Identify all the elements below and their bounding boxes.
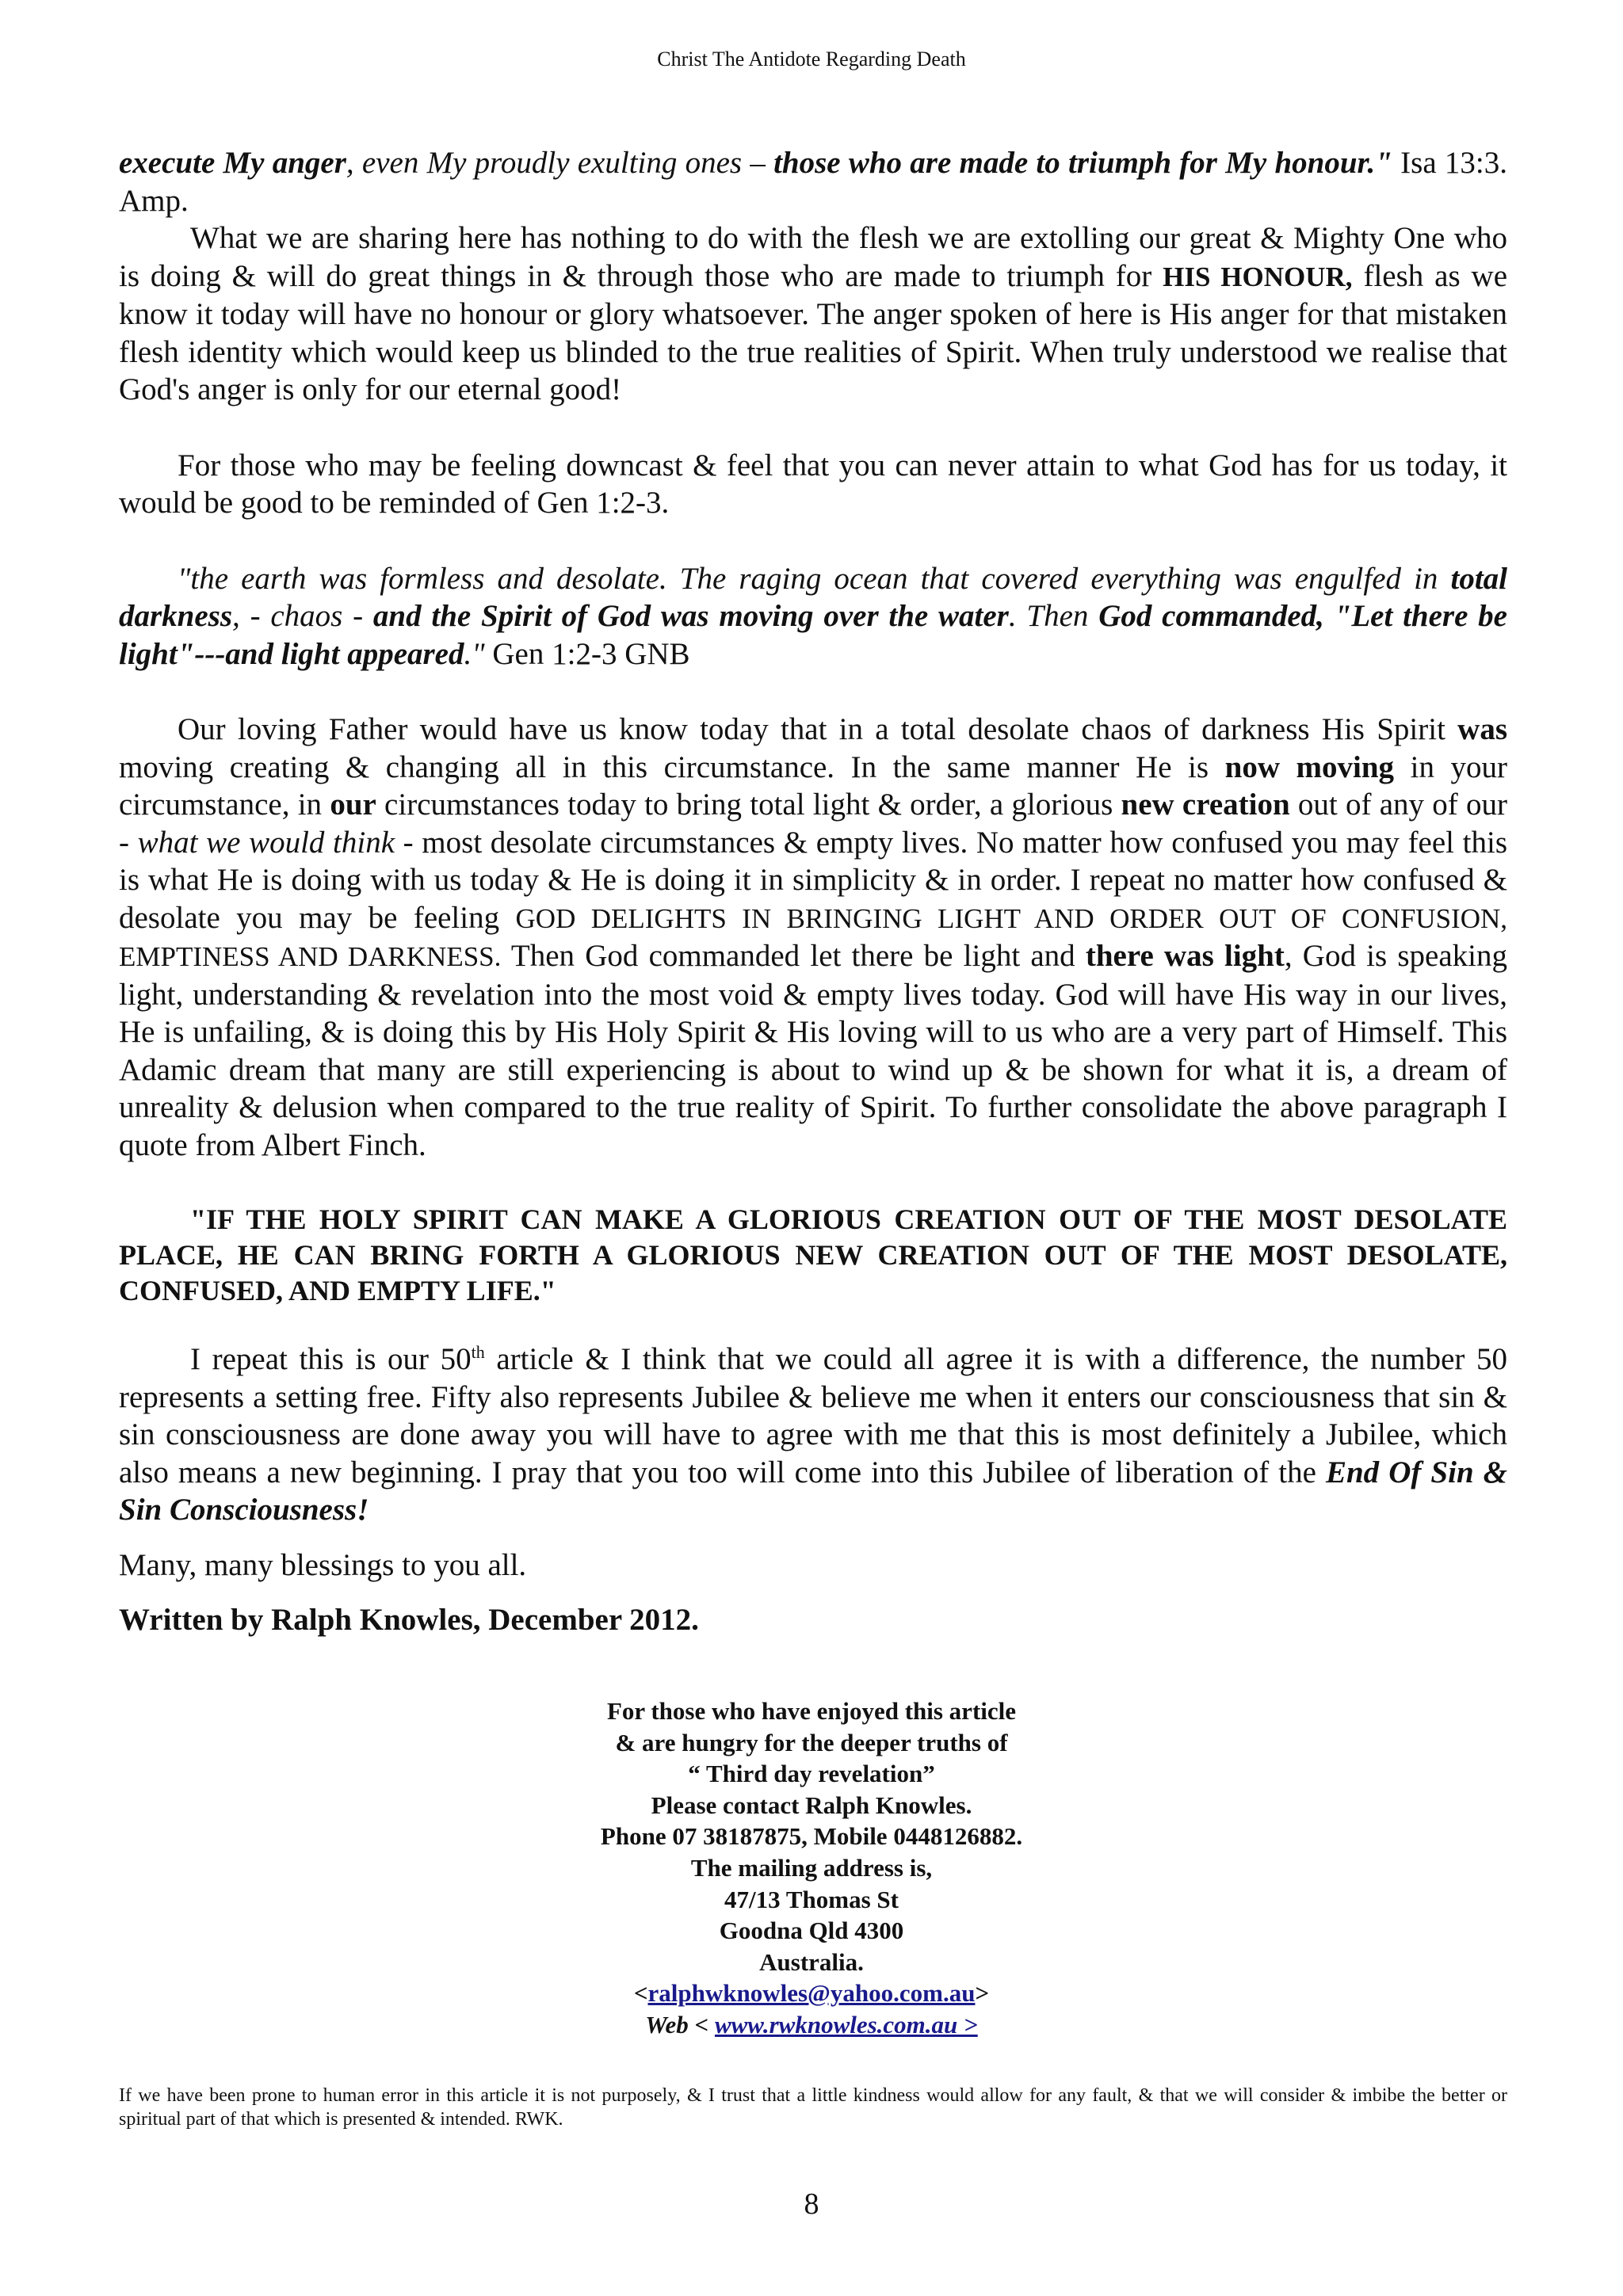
bold-italic-text: God commanded, "Let there be light"---and light appeared (119, 599, 1507, 671)
text-run: Then God commanded let there be light and (501, 939, 1086, 973)
page-number: 8 (804, 2187, 819, 2221)
text-run: moving creating & changing all in this circumstance. In the same manner He is (119, 749, 1225, 784)
bold-text: was (1457, 712, 1507, 746)
italic-text: , even My proudly exulting ones – (346, 146, 774, 180)
blessing-line: Many, many blessings to you all. (119, 1547, 527, 1582)
text-run: , God is speaking light, understanding & revelation into the most void & empty lives today. God will have His way in our lives, He is unfailing, & is doing this by His Holy Spirit & His loving will to us who are a very part of Himself. This Adamic dream that many are still experiencing is about to wind up & be shown for what it is, a dream of unreality & delusion when compared to the true reality of Spirit. To further consolidate the above paragraph I quote from Albert Finch. (119, 939, 1507, 1162)
bold-italic-text: and the Spirit of God was moving over the water (372, 599, 1009, 633)
italic-text: what we would think (137, 825, 395, 860)
paragraph-fiftieth-article (119, 1341, 1507, 1529)
contact-suburb: Goodna Qld 4300 (719, 1917, 904, 1945)
paragraph-genesis-quote (119, 560, 1507, 673)
contact-line: For those who have enjoyed this article (606, 1697, 1017, 1725)
italic-text: "the earth was formless and desolate. The raging ocean that covered everything was engulfed in (178, 561, 1451, 596)
contact-street: 47/13 Thomas St (724, 1885, 899, 1913)
bold-caps-text: HIS HONOUR, (1163, 261, 1353, 292)
running-header: Christ The Antidote Regarding Death (657, 48, 966, 71)
contact-block (0, 1695, 1623, 2041)
email-link[interactable]: ralphwknowles@yahoo.com.au (647, 1979, 976, 2008)
web-line (0, 2009, 1623, 2041)
text-run: Our loving Father would have us know today that in a total desolate chaos of darkness His Spirit (178, 712, 1458, 746)
contact-line: The mailing address is, (690, 1853, 933, 1882)
scripture-reference: Gen 1:2-3 GNB (484, 636, 690, 671)
bold-text: our (330, 788, 376, 822)
bold-text: now moving (1224, 749, 1395, 784)
superscript: th (471, 1342, 485, 1362)
paragraph-sharing (119, 219, 1507, 409)
caps-text: GOD DELIGHTS IN BRINGING LIGHT AND ORDER OUT OF CONFUSION, EMPTINESS AND DARKNESS. (119, 902, 1508, 972)
contact-country: Australia. (759, 1947, 864, 1976)
bracket: > (975, 1979, 990, 2008)
author-signature: Written by Ralph Knowles, December 2012. (119, 1603, 699, 1637)
text-run: circumstances today to bring total light & order, a glorious (376, 788, 1121, 822)
text-run: What we are sharing here has nothing to do with the flesh we are extolling our great & Mighty One who is doing & will do great things in & through those who are made to triumph for (119, 221, 1507, 293)
albert-finch-quote: "IF THE HOLY SPIRIT CAN MAKE A GLORIOUS CREATION OUT OF THE MOST DESOLATE PLACE, HE CAN BRING FORTH A GLORIOUS NEW CREATION OUT OF THE MOST DESOLATE, CONFUSED, AND EMPTY LIFE." (119, 1203, 1507, 1306)
article-body (119, 144, 1507, 1639)
bold-italic-text: execute My anger (119, 146, 346, 180)
contact-line: & are hungry for the deeper truths of (615, 1728, 1008, 1756)
bold-text: new creation (1121, 788, 1290, 822)
contact-phone: Phone 07 38187875, Mobile 0448126882. (600, 1822, 1023, 1851)
text-run: article & I think that we could all agree it is with a difference, the number 50 represents a setting free. Fifty also represents Jubilee & believe me when it enters our consciousness that sin & sin consciousness are done away you will have to agree with me that this is most definitely a Jubilee, which also means a new beginning. I pray that you too will come into this Jubilee of liberation of the (119, 1342, 1508, 1489)
text-run: in your circumstance, in (119, 749, 1507, 822)
italic-text: , - chaos - (232, 599, 373, 633)
italic-text: ." (464, 636, 485, 671)
bracket: < (633, 1979, 648, 2008)
paragraph-downcast: For those who may be feeling downcast & feel that you can never attain to what God has for us today, it would be good to be reminded of Gen 1:2-3. (119, 448, 1507, 520)
text-run: I repeat this is our 50 (190, 1342, 472, 1376)
text-run: out of any of our - (119, 788, 1508, 860)
scripture-reference: Isa 13:3. Amp. (119, 146, 1507, 218)
bold-italic-text: End Of Sin & Sin Consciousness! (119, 1455, 1508, 1527)
italic-text: . Then (1008, 599, 1099, 633)
bold-italic-text: total darkness (119, 561, 1507, 633)
contact-line: “ Third day revelation” (688, 1760, 935, 1788)
bold-text: there was light (1085, 939, 1285, 973)
web-prefix: Web < (645, 2010, 715, 2039)
text-run: flesh as we know it today will have no honour or glory whatsoever. The anger spoken of here is His anger for that mistaken flesh identity which would keep us blinded to the true realities of Spirit. When truly understood we realise that God's anger is only for our eternal good! (119, 258, 1507, 406)
paragraph-loving-father (119, 711, 1507, 1164)
bold-italic-text: those who are made to triumph for My honour." (773, 146, 1392, 180)
email-line (0, 1978, 1623, 2009)
contact-line: Please contact Ralph Knowles. (651, 1791, 972, 1819)
web-link[interactable]: www.rwknowles.com.au > (714, 2010, 978, 2039)
text-run: - most desolate circumstances & empty lives. No matter how confused you may feel this is what He is doing with us today & He is doing it in simplicity & in order. I repeat no matter how confused & desolate you may be feeling (119, 825, 1507, 935)
paragraph-scripture-isa (119, 144, 1507, 219)
disclaimer-footnote: If we have been prone to human error in this article it is not purposely, & I trust that a little kindness would allow for any fault, & that we will consider & imbibe the better or spiritual part of that which is presented & intended. RWK. (119, 2085, 1507, 2130)
